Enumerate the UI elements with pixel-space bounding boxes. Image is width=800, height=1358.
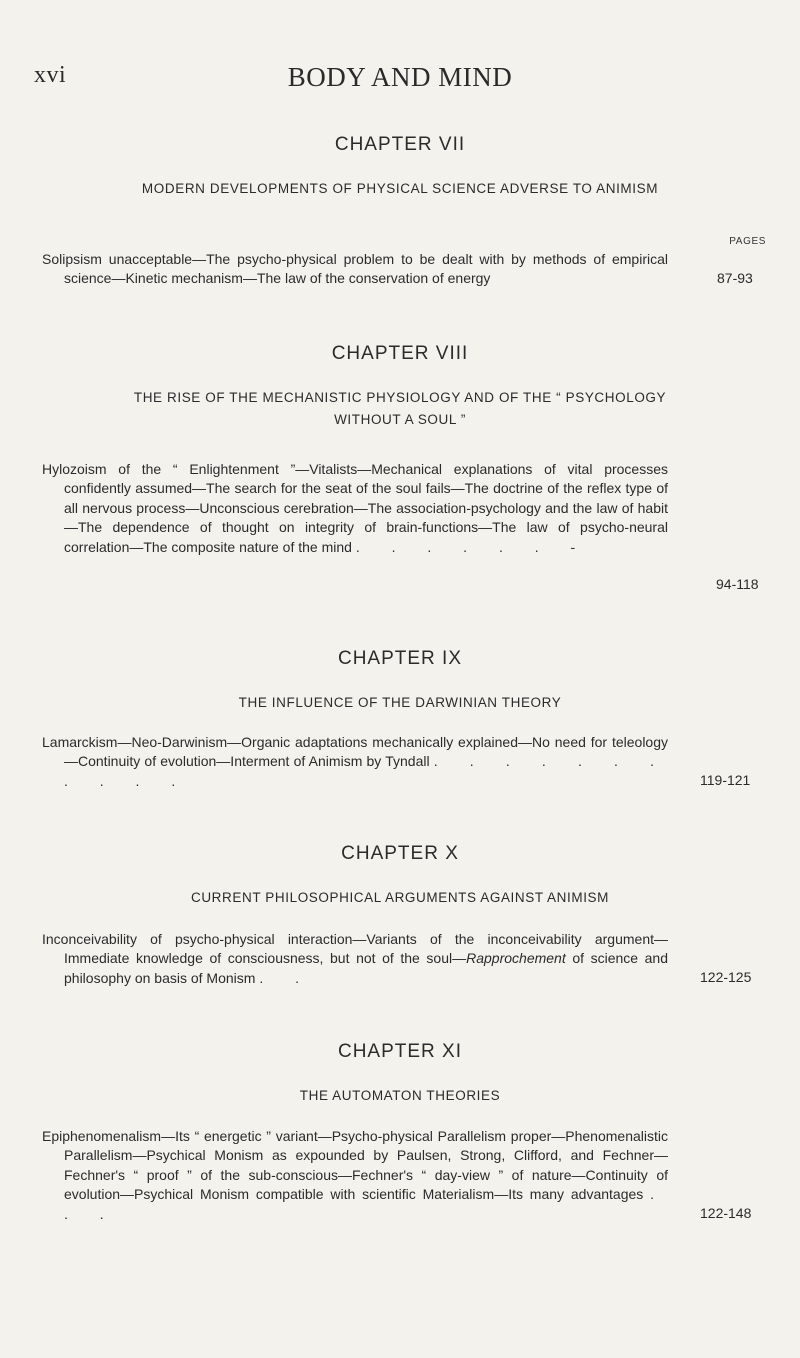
chapter-subtitle: THE AUTOMATON THEORIES	[299, 1088, 501, 1103]
chapter-summary: Epiphenomenalism—Its “ energetic ” variant—Psycho-physical Parallelism proper—Phenomenalistic Parallelism—Psychical Monism as expounded by Paulsen, Strong, Clifford, and Fechner—Fechner's “ proof ” of the sub-conscious—Fechner's “ day-view ” of nature—Continuity of evolution—Psychical Monism compatible with scientific Materialism—Its many advantages . . .	[42, 1128, 668, 1222]
chapter-viii	[0, 343, 800, 431]
chapter-summary: Lamarckism—Neo-Darwinism—Organic adaptations mechanically explained—No need for teleology—Continuity of evolution—Interment of Animism by Tyndall . . . . . . . . . . .	[42, 734, 668, 789]
chapter-ix	[0, 648, 800, 714]
chapter-summary: Inconceivability of psycho-physical interaction—Variants of the inconceivability argument—Immediate knowledge of consciousness, but not of the soul—Rapprochement of science and philosophy on basis of Monism . .	[42, 931, 668, 986]
chapter-page-range: 119-121	[700, 772, 751, 788]
chapter-subtitle: CURRENT PHILOSOPHICAL ARGUMENTS AGAINST ANIMISM	[190, 890, 610, 905]
chapter-subtitle: MODERN DEVELOPMENTS OF PHYSICAL SCIENCE ADVERSE TO ANIMISM	[141, 181, 659, 196]
chapter-x	[0, 843, 800, 909]
chapter-heading: CHAPTER VIII	[331, 343, 469, 364]
chapter-heading: CHAPTER IX	[337, 648, 463, 669]
chapter-page-range: 122-125	[700, 969, 752, 985]
book-title: BODY AND MIND	[287, 62, 513, 92]
chapter-page-range: 87-93	[717, 270, 753, 286]
chapter-summary: Solipsism unacceptable—The psycho-physical problem to be dealt with by methods of empirical science—Kinetic mechanism—The law of the conservation of energy	[42, 251, 668, 287]
dot-leader: . . . . . . . . . . .	[64, 753, 668, 789]
chapter-vii	[0, 134, 800, 200]
chapter-summary: Hylozoism of the “ Enlightenment ”—Vitalists—Mechanical explanations of vital processes confidently assumed—The search for the seat of the soul fails—The doctrine of the reflex type of all nervous process—Unconscious cerebration—The association-psychology and the law of habit—The dependence of thought on integrity of brain-functions—The law of psycho-neural correlation—The composite nature of the mind . . . . . . -	[42, 461, 668, 555]
chapter-heading: CHAPTER VII	[334, 134, 466, 155]
chapter-xi	[0, 1041, 800, 1107]
chapter-page-range: 94-118	[716, 576, 759, 592]
chapter-heading: CHAPTER X	[341, 843, 459, 864]
chapter-subtitle: THE INFLUENCE OF THE DARWINIAN THEORY	[238, 695, 562, 710]
italic-term: Rapprochement	[466, 950, 566, 967]
chapter-page-range: 122-148	[700, 1205, 752, 1221]
chapter-heading: CHAPTER XI	[337, 1041, 463, 1062]
dot-leader: . . . . . . -	[355, 538, 590, 555]
dot-leader: . .	[259, 969, 313, 986]
chapter-subtitle: THE RISE OF THE MECHANISTIC PHYSIOLOGY AND OF THE “ PSYCHOLOGY WITHOUT A SOUL ”	[133, 390, 667, 427]
page-folio: xvi	[34, 62, 67, 88]
running-head	[34, 62, 766, 96]
dot-leader: . . .	[64, 1186, 668, 1222]
pages-column-label: PAGES	[729, 236, 766, 247]
